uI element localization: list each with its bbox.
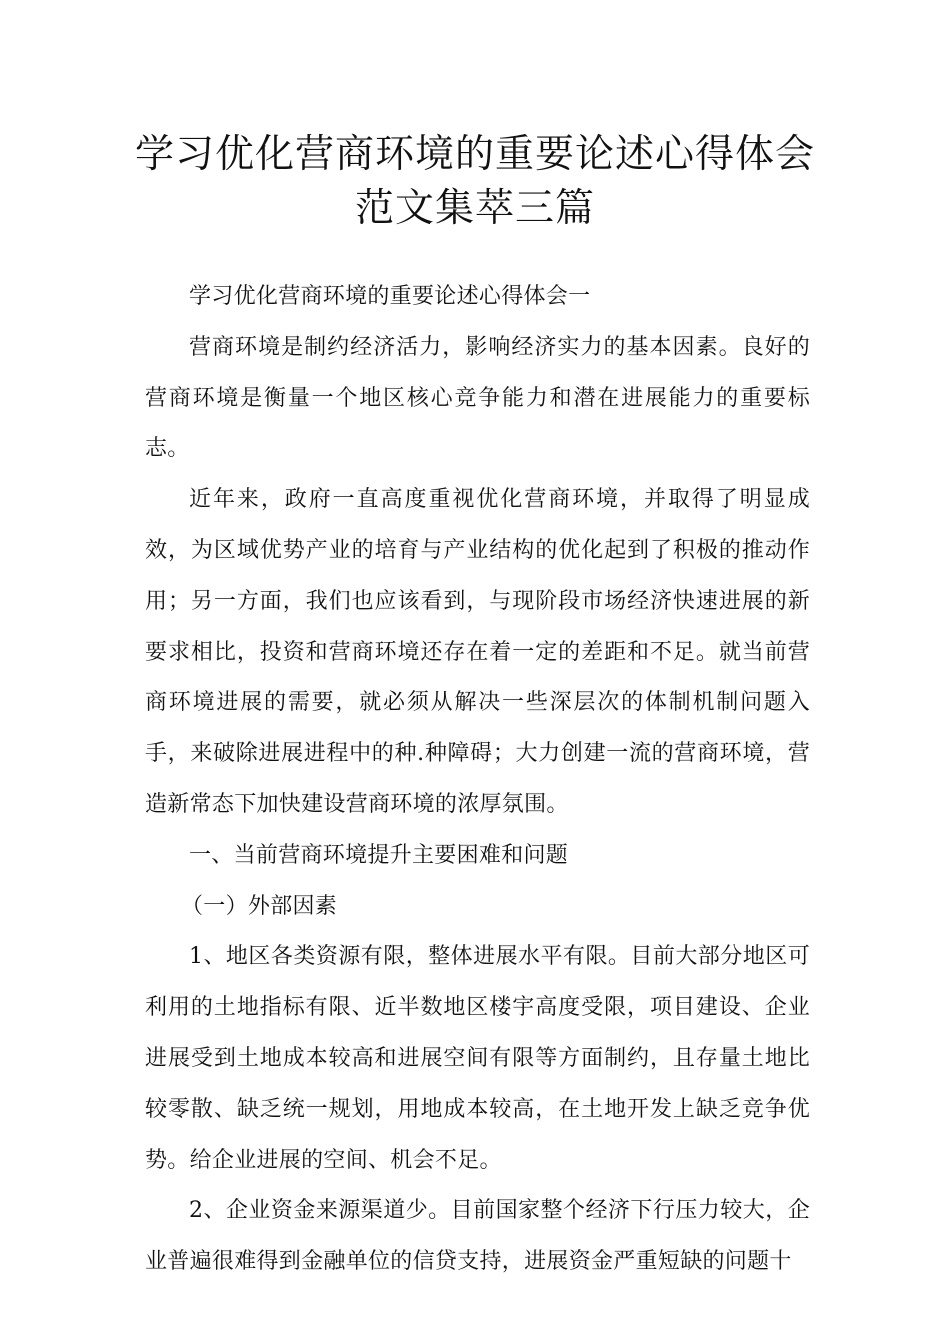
paragraph: 近年来，政府一直高度重视优化营商环境，并取得了明显成效，为区域优势产业的培育与产业结构的优化起到了积极的推动作用；另一方面，我们也应该看到，与现阶段市场经济快速进展的新要求相比，投资和营商环境还存在着一定的差距和不足。就当前营商环境进展的需要，就必须从解决一些深层次的体制机制问题入手，来破除进展进程中的种.种障碍；大力创建一流的营商环境，营造新常态下加快建设营商环境的浓厚氛围。 [145, 487, 810, 817]
title-line-2: 范文集萃三篇 [354, 186, 595, 231]
document-title [0, 128, 950, 236]
list-item: 1、地区各类资源有限，整体进展水平有限。目前大部分地区可利用的土地指标有限、近半数地区楼宇高度受限，项目建设、企业进展受到土地成本较高和进展空间有限等方面制约，且存量土地比较零散、缺乏统一规划，用地成本较高，在土地开发上缺乏竞争优势。给企业进展的空间、机会不足。 [145, 944, 810, 1173]
paragraph: 营商环境是制约经济活力，影响经济实力的基本因素。良好的营商环境是衡量一个地区核心竞争能力和潜在进展能力的重要标志。 [145, 334, 810, 462]
list-item: 2、企业资金来源渠道少。目前国家整个经济下行压力较大，企业普遍很难得到金融单位的信贷支持，进展资金严重短缺的问题十 [145, 1198, 810, 1275]
title-line-1: 学习优化营商环境的重要论述心得体会 [134, 132, 815, 177]
document-body [145, 272, 810, 1288]
subpart-heading: （一）外部因素 [181, 893, 338, 919]
section-heading: 学习优化营商环境的重要论述心得体会一 [189, 284, 591, 309]
part-heading: 一、当前营商环境提升主要困难和问题 [189, 842, 569, 868]
